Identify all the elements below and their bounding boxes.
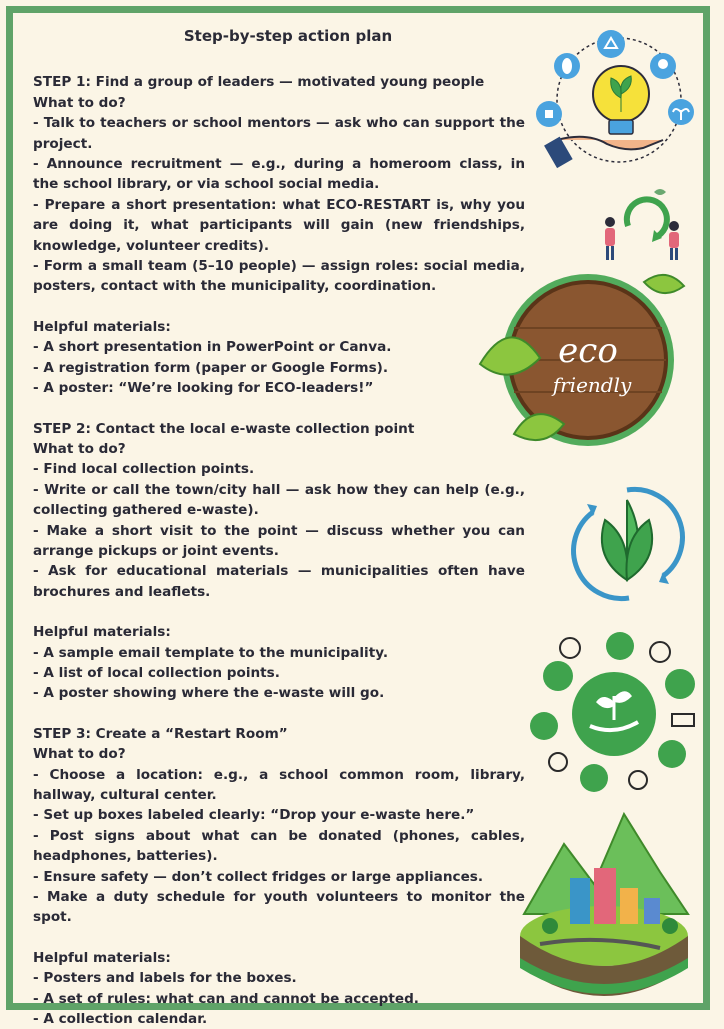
step-heading: STEP 1: Find a group of leaders — motivated young people: [33, 74, 485, 91]
action-item: - Announce recruitment — e.g., during a homeroom class, in the school library, or via school social media.: [33, 156, 525, 193]
eco-icons-cluster: [528, 628, 700, 798]
green-city-island: [510, 808, 698, 998]
action-item: - Set up boxes labeled clearly: “Drop your e-waste here.”: [33, 807, 475, 824]
what-to-do-label: What to do?: [33, 94, 126, 111]
step-2-section: [33, 419, 525, 704]
materials-label: Helpful materials:: [33, 318, 171, 335]
building-icon: [620, 888, 638, 924]
hand-icon: [606, 632, 634, 660]
action-item: - Prepare a short presentation: what ECO-RESTART is, why you are doing it, what participants will gain (new friendships, knowledge, volunteer credits).: [33, 196, 525, 254]
eco-friendly-badge: [474, 264, 696, 476]
material-item: - A poster: “We’re looking for ECO-leaders!”: [33, 380, 374, 397]
material-item: - A short presentation in PowerPoint or Canva.: [33, 339, 392, 356]
action-item: - Form a small team (5–10 people) — assign roles: social media, posters, contact with the municipality, coordination.: [33, 258, 525, 295]
recycle-icon: [597, 30, 625, 58]
person-icon: [605, 228, 615, 246]
material-item: - A sample email template to the municipality.: [33, 644, 388, 661]
building-icon: [570, 878, 590, 924]
action-item: - Talk to teachers or school mentors — ask who can support the project.: [33, 115, 525, 152]
material-item: - A list of local collection points.: [33, 664, 280, 681]
recycle-icon: [650, 642, 670, 662]
plug-icon: [560, 638, 580, 658]
material-item: - Posters and labels for the boxes.: [33, 970, 297, 987]
plant-icon: [658, 740, 686, 768]
page-title: Step-by-step action plan: [183, 27, 393, 45]
leaf-icon: [665, 669, 695, 699]
tree-icon: [542, 918, 558, 934]
action-item: - Find local collection points.: [33, 461, 255, 478]
material-item: - A collection calendar.: [33, 1011, 208, 1028]
people-recycling-illustration: [598, 182, 688, 264]
solar-panel-icon: [672, 714, 694, 726]
eco-badge-subword: friendly: [552, 373, 632, 397]
materials-label: Helpful materials:: [33, 949, 171, 966]
step-3-section: [33, 724, 525, 1029]
bulb-icon: [543, 661, 573, 691]
seedling-icon: [530, 712, 558, 740]
building-icon: [644, 898, 660, 924]
action-item: - Post signs about what can be donated (phones, cables, headphones, batteries).: [33, 827, 525, 865]
what-to-do-label: What to do?: [33, 440, 126, 457]
action-item: - Write or call the town/city hall — ask how they can help (e.g., collecting gathered e-waste).: [33, 481, 525, 519]
action-item: - Make a short visit to the point — discuss whether you can arrange pickups or joint events.: [33, 522, 525, 559]
leaf-icon: [644, 275, 684, 293]
windmill-icon: [629, 771, 647, 789]
recycle-arrow-icon: [627, 199, 667, 236]
what-to-do-label: What to do?: [33, 746, 126, 763]
eco-badge-word: eco: [558, 331, 618, 371]
bin-icon: [580, 764, 608, 792]
materials-label: Helpful materials:: [33, 624, 171, 641]
action-item: - Ask for educational materials — municipalities often have brochures and leaflets.: [33, 563, 525, 600]
step-heading: STEP 2: Contact the local e-waste collection point: [33, 420, 415, 437]
action-item: - Ensure safety — don’t collect fridges or large appliances.: [33, 868, 484, 885]
material-item: - A set of rules: what can and cannot be accepted.: [33, 990, 419, 1007]
person-icon: [669, 232, 679, 248]
material-item: - A poster showing where the e-waste will go.: [33, 685, 385, 702]
action-item: - Make a duty schedule for youth volunteers to monitor the spot.: [33, 889, 525, 926]
action-plan: [33, 26, 525, 1029]
lightbulb-hand-illustration: [535, 28, 695, 178]
material-item: - A registration form (paper or Google Forms).: [33, 359, 389, 376]
step-1-section: [33, 72, 525, 398]
step-heading: STEP 3: Create a “Restart Room”: [33, 725, 288, 742]
leaf-cycle-icon: [567, 482, 689, 606]
bicycle-icon: [549, 753, 567, 771]
action-item: - Choose a location: e.g., a school common room, library, hallway, cultural center.: [33, 766, 525, 803]
building-icon: [594, 868, 616, 924]
tree-icon: [662, 918, 678, 934]
